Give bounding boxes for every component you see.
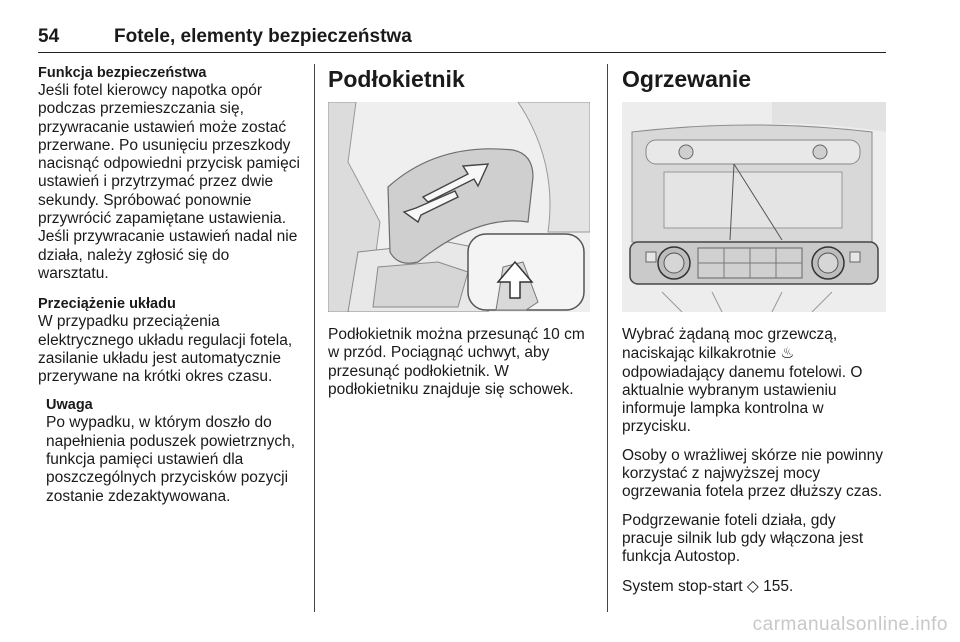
console-drawing xyxy=(622,102,886,312)
column-middle xyxy=(328,64,590,409)
column-divider xyxy=(607,64,608,612)
watermark-url: carmanualsonline.info xyxy=(752,614,948,635)
armrest-illustration xyxy=(328,102,590,312)
column-right xyxy=(622,64,886,606)
note-text: Po wypadku, w którym doszło do napełnienia poduszek powietrznych, funkcja pamięci ustawień dla poszczególnych przycisków pozycji zostanie zdezaktywowana. xyxy=(46,414,296,505)
section-text-safety: Jeśli fotel kierowcy napotka opór podczas przemieszczania się, przywracanie ustawień może zostać przerwane. Po usunięciu przeszkody nacisnąć odpowiedni przycisk pamięci ustawień i przytrzymać przez dwie sekundy. Spróbować ponownie przywrócić zapamiętane ustawienia. Jeśli przywracanie ustawień nadal nie działa, należy zgłosić się do warsztatu. xyxy=(38,82,300,282)
note-heading: Uwaga xyxy=(46,397,93,414)
stop-start-reference: System stop-start ◇ 155. xyxy=(622,576,794,595)
page-reference-arrow-icon: ◇ xyxy=(746,576,759,595)
section-title-armrest: Podłokietnik xyxy=(328,66,465,92)
note-box xyxy=(46,396,300,505)
heating-controls-illustration xyxy=(622,102,886,312)
section-heading-overload: Przeciążenie układu xyxy=(38,296,176,313)
seat-heater-icon: ♨ xyxy=(780,344,795,363)
heating-step-text: Wybrać żądaną moc grzewczą, naciskając kilkakrotnie ♨ odpowiadający danemu fotelowi. O aktualnie wybranym ustawieniu informuje lampka kontrolna w przycisku. xyxy=(622,326,863,436)
armrest-drawing xyxy=(328,102,590,312)
page-header xyxy=(38,22,886,53)
section-text-overload: W przypadku przeciążenia elektrycznego układu regulacji fotela, zasilanie układu jest automatycznie przerywane na krótki okres czasu. xyxy=(38,313,293,386)
column-left xyxy=(38,64,300,516)
armrest-text: Podłokietnik można przesunąć 10 cm w przód. Pociągnąć uchwyt, aby przesunąć podłokietnik. W podłokietniku znajduje się schowek. xyxy=(328,326,585,398)
section-title-heating: Ogrzewanie xyxy=(622,66,752,92)
section-heading-safety: Funkcja bezpieczeństwa xyxy=(38,65,207,81)
heating-condition-text: Podgrzewanie foteli działa, gdy pracuje silnik lub gdy włączona jest funkcja Autostop. xyxy=(622,511,864,566)
page-number: 54 xyxy=(38,26,60,47)
running-title: Fotele, elementy bezpieczeństwa xyxy=(114,26,412,47)
heating-warning-text: Osoby o wrażliwej skórze nie powinny korzystać z najwyższej mocy ogrzewania fotela przez dłuższy czas. xyxy=(622,446,884,501)
column-divider xyxy=(314,64,315,612)
